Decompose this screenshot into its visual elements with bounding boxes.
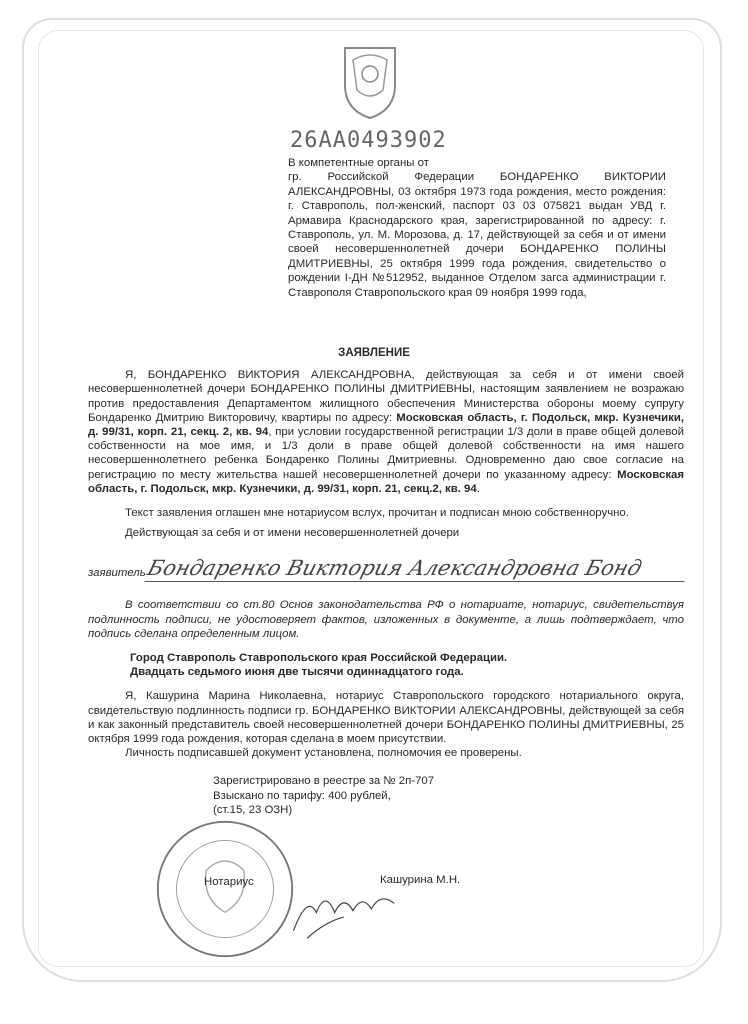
identity-text: Личность подписавшей документ установлена, полномочия ее проверены. <box>125 747 522 760</box>
notary-sign-area <box>88 819 684 959</box>
place-date <box>88 651 684 679</box>
statement-paragraph <box>88 368 684 496</box>
registration-address: Московская область, г. Подольск, мкр. Кузнечики, д. 99/31, корп. 21, секц.2, кв. 94 <box>88 468 684 495</box>
applicant-signature-row <box>88 544 684 582</box>
date-line: Двадцать седьмого июня две тысячи одиннадцатого года. <box>130 666 464 679</box>
document-body <box>88 346 684 959</box>
statement-text: , при условии государственной регистрации 1/3 доли в праве общей долевой собственности на мое имя, и 1/3 доли в праве общей долевой собственности на имя нашего несовершеннолетнего ребенка Бондаренко Полины Дмитриевны. Одновременно даю свое согласие на регистрацию по месту жительства нашей несовершеннолетней дочери по указанному адресу: <box>88 426 685 481</box>
applicant-signature: Бондаренко Виктория Александровна Бонд <box>144 555 691 582</box>
document-title: ЗАЯВЛЕНИЕ <box>338 347 410 359</box>
notary-name: Кашурина М.Н. <box>380 874 461 887</box>
tariff-article: (ст.15, 23 ОЗН) <box>213 803 293 816</box>
apartment-address: Московская область, г. Подольск, мкр. Кузнечики, д. 99/31, корп. 21, секц. 2, кв. 94 <box>88 411 684 439</box>
notary-signature <box>288 885 418 940</box>
form-serial-number: 26АА0493902 <box>290 128 447 153</box>
statement-text: . <box>476 482 480 495</box>
statement-text: Я, БОНДАРЕНКО ВИКТОРИЯ АЛЕКСАНДРОВНА, действующая за себя и от имени своей несовершеннолетней дочери БОНДАРЕНКО ПОЛИНЫ ДМИТРИЕВНЫ, настоящим заявлением не возражаю против предоставления Департаментом жилищного обеспечения Министерства обороны моему супругу Бондаренко Дмитрию Викторовичу, квартиры по адресу: <box>88 369 684 424</box>
acting-note: Действующая за себя и от имени несовершеннолетней дочери <box>125 527 460 540</box>
certification-text: Я, Кашурина Марина Николаевна, нотариус Ставропольского городского нотариального округа, свидетельствую подлинность подписи гр. БОНДАРЕНКО ВИКТОРИИ АЛЕКСАНДРОВНЫ, действующей за себя и как законный представитель своей несовершеннолетней дочери БОНДАРЕНКО ПОЛИНЫ ДМИТРИЕВНЫ, 25 октября 1999 года рождения, которая сделана в моем присутствии. <box>88 690 684 746</box>
city-line: Город Ставрополь Ставропольского края Российской Федерации. <box>130 652 508 665</box>
registry-block <box>88 774 684 817</box>
addressee-text: гр. Российской Федерации БОНДАРЕНКО ВИКТОРИИ АЛЕКСАНДРОВНЫ, 03 октября 1973 года рождения, место рождения: г. Ставрополь, пол-женский, паспорт 03 03 075821 выдан УВД г. Армавира Краснодарского края, зарегистрированной по адресу: г. Ставрополь, ул. М. Морозова, д. 17, действующей за себя и от имени своей несовершеннолетней дочери БОНДАРЕНКО ПОЛИНЫ ДМИТРИЕВНЫ, 25 октября 1999 года рождения, свидетельство о рождении I-ДН №512952, выданное Отделом загса администрации г. Ставрополя Ставропольского края 09 ноября 1999 года, <box>288 171 666 299</box>
addressee-block <box>288 156 666 300</box>
coat-of-arms-icon <box>335 40 405 120</box>
read-note: Текст заявления оглашен мне нотариусом вслух, прочитан и подписан мною собственноручно. <box>125 507 629 520</box>
certification-block <box>88 689 684 760</box>
applicant-label: заявитель <box>88 567 146 580</box>
tariff-line: Взыскано по тарифу: 400 рублей, <box>213 789 391 802</box>
addressee-line: В компетентные органы от <box>288 157 429 169</box>
registry-number: Зарегистрировано в реестре за № 2п-707 <box>213 775 435 788</box>
legal-notice: В соответствии со ст.80 Основ законодательства РФ о нотариате, нотариус, свидетельствуя подлинность подписи, не удостоверяет фактов, изложенных в документе, а лишь подтверждает, что подпись сделана определенным лицом. <box>88 599 684 640</box>
notary-label: Нотариус <box>204 876 254 889</box>
